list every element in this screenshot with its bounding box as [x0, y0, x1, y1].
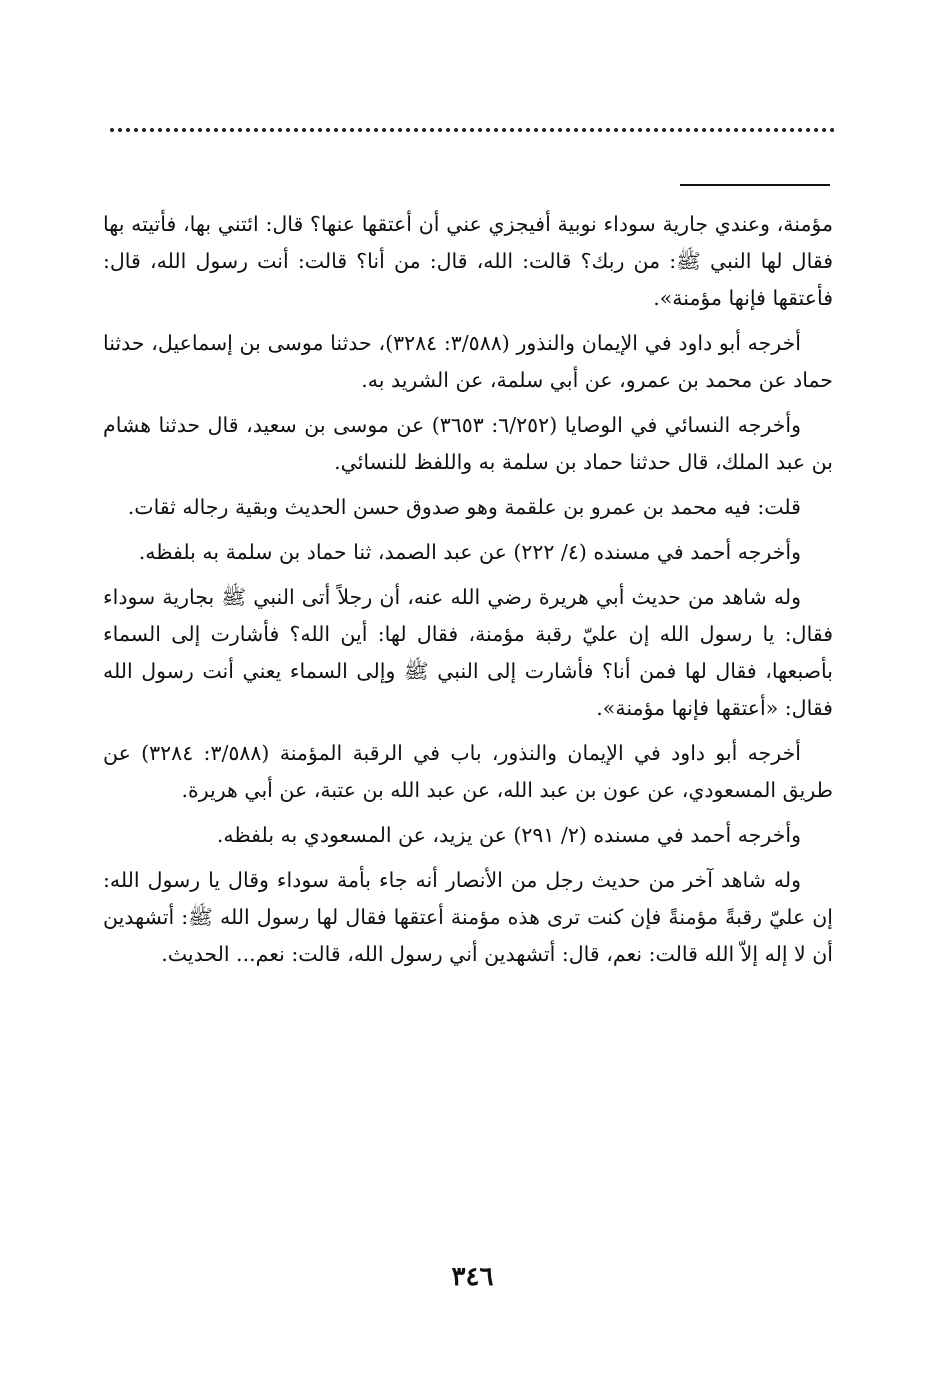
paragraph-nasai: وأخرجه النسائي في الوصايا (٦/٢٥٢: ٣٦٥٣) عن موسى بن سعيد، قال حدثنا هشام بن عبد الملك، قال حدثنا حماد بن سلمة به واللفظ للنسائي. — [103, 413, 833, 474]
paragraph-ansar-witness: وله شاهد آخر من حديث رجل من الأنصار أنه جاء بأمة سوداء وقال يا رسول الله: إن عليّ رقبةً مؤمنةً فإن كنت ترى هذه مؤمنة أعتقها فقال لها رسول الله ﷺ: أتشهدين أن لا إله إلاّ الله قالت: نعم، قال: أتشهدين أني رسول الله، قالت: نعم... الحديث. — [103, 868, 833, 966]
footnote-rule — [680, 184, 830, 186]
paragraph-ahmad: وأخرجه أحمد في مسنده (٤/ ٢٢٢) عن عبد الصمد، ثنا حماد بن سلمة به بلفظه. — [138, 540, 801, 564]
page-number: ٣٤٦ — [451, 1262, 494, 1292]
page-body — [103, 206, 833, 981]
paragraph-ahmad-2: وأخرجه أحمد في مسنده (٢/ ٢٩١) عن يزيد، عن المسعودي به بلفظه. — [216, 823, 801, 847]
dotted-separator — [110, 128, 835, 132]
paragraph-continuation: مؤمنة، وعندي جارية سوداء نوبية أفيجزي عني أن أعتقها عنها؟ قال: ائتني بها، فأتيته بها فقال لها النبي ﷺ: من ربك؟ قالت: الله، قال: من أنا؟ قالت: أنت رسول الله، قال: فأعتقها فإنها مؤمنة». — [103, 212, 833, 310]
paragraph-abu-hurayra-witness: وله شاهد من حديث أبي هريرة رضي الله عنه، أن رجلاً أتى النبي ﷺ بجارية سوداء فقال: يا رسول الله إن عليّ رقبة مؤمنة، فقال لها: أين الله؟ فأشارت إلى السماء بأصبعها، فقال لها فمن أنا؟ فأشارت إلى النبي ﷺ وإلى السماء يعني أنت رسول الله فقال: «أعتقها فإنها مؤمنة». — [103, 585, 833, 720]
paragraph-abu-dawud-2: أخرجه أبو داود في الإيمان والنذور، باب في الرقبة المؤمنة (٣/٥٨٨: ٣٢٨٤) عن طريق المسعودي، عن عون بن عبد الله، عن عبد الله بن عتبة، عن أبي هريرة. — [103, 741, 833, 802]
paragraph-comment: قلت: فيه محمد بن عمرو بن علقمة وهو صدوق حسن الحديث وبقية رجاله ثقات. — [127, 495, 801, 519]
paragraph-abu-dawud: أخرجه أبو داود في الإيمان والنذور (٣/٥٨٨: ٣٢٨٤)، حدثنا موسى بن إسماعيل، حدثنا حماد عن محمد بن عمرو، عن أبي سلمة، عن الشريد به. — [103, 331, 833, 392]
